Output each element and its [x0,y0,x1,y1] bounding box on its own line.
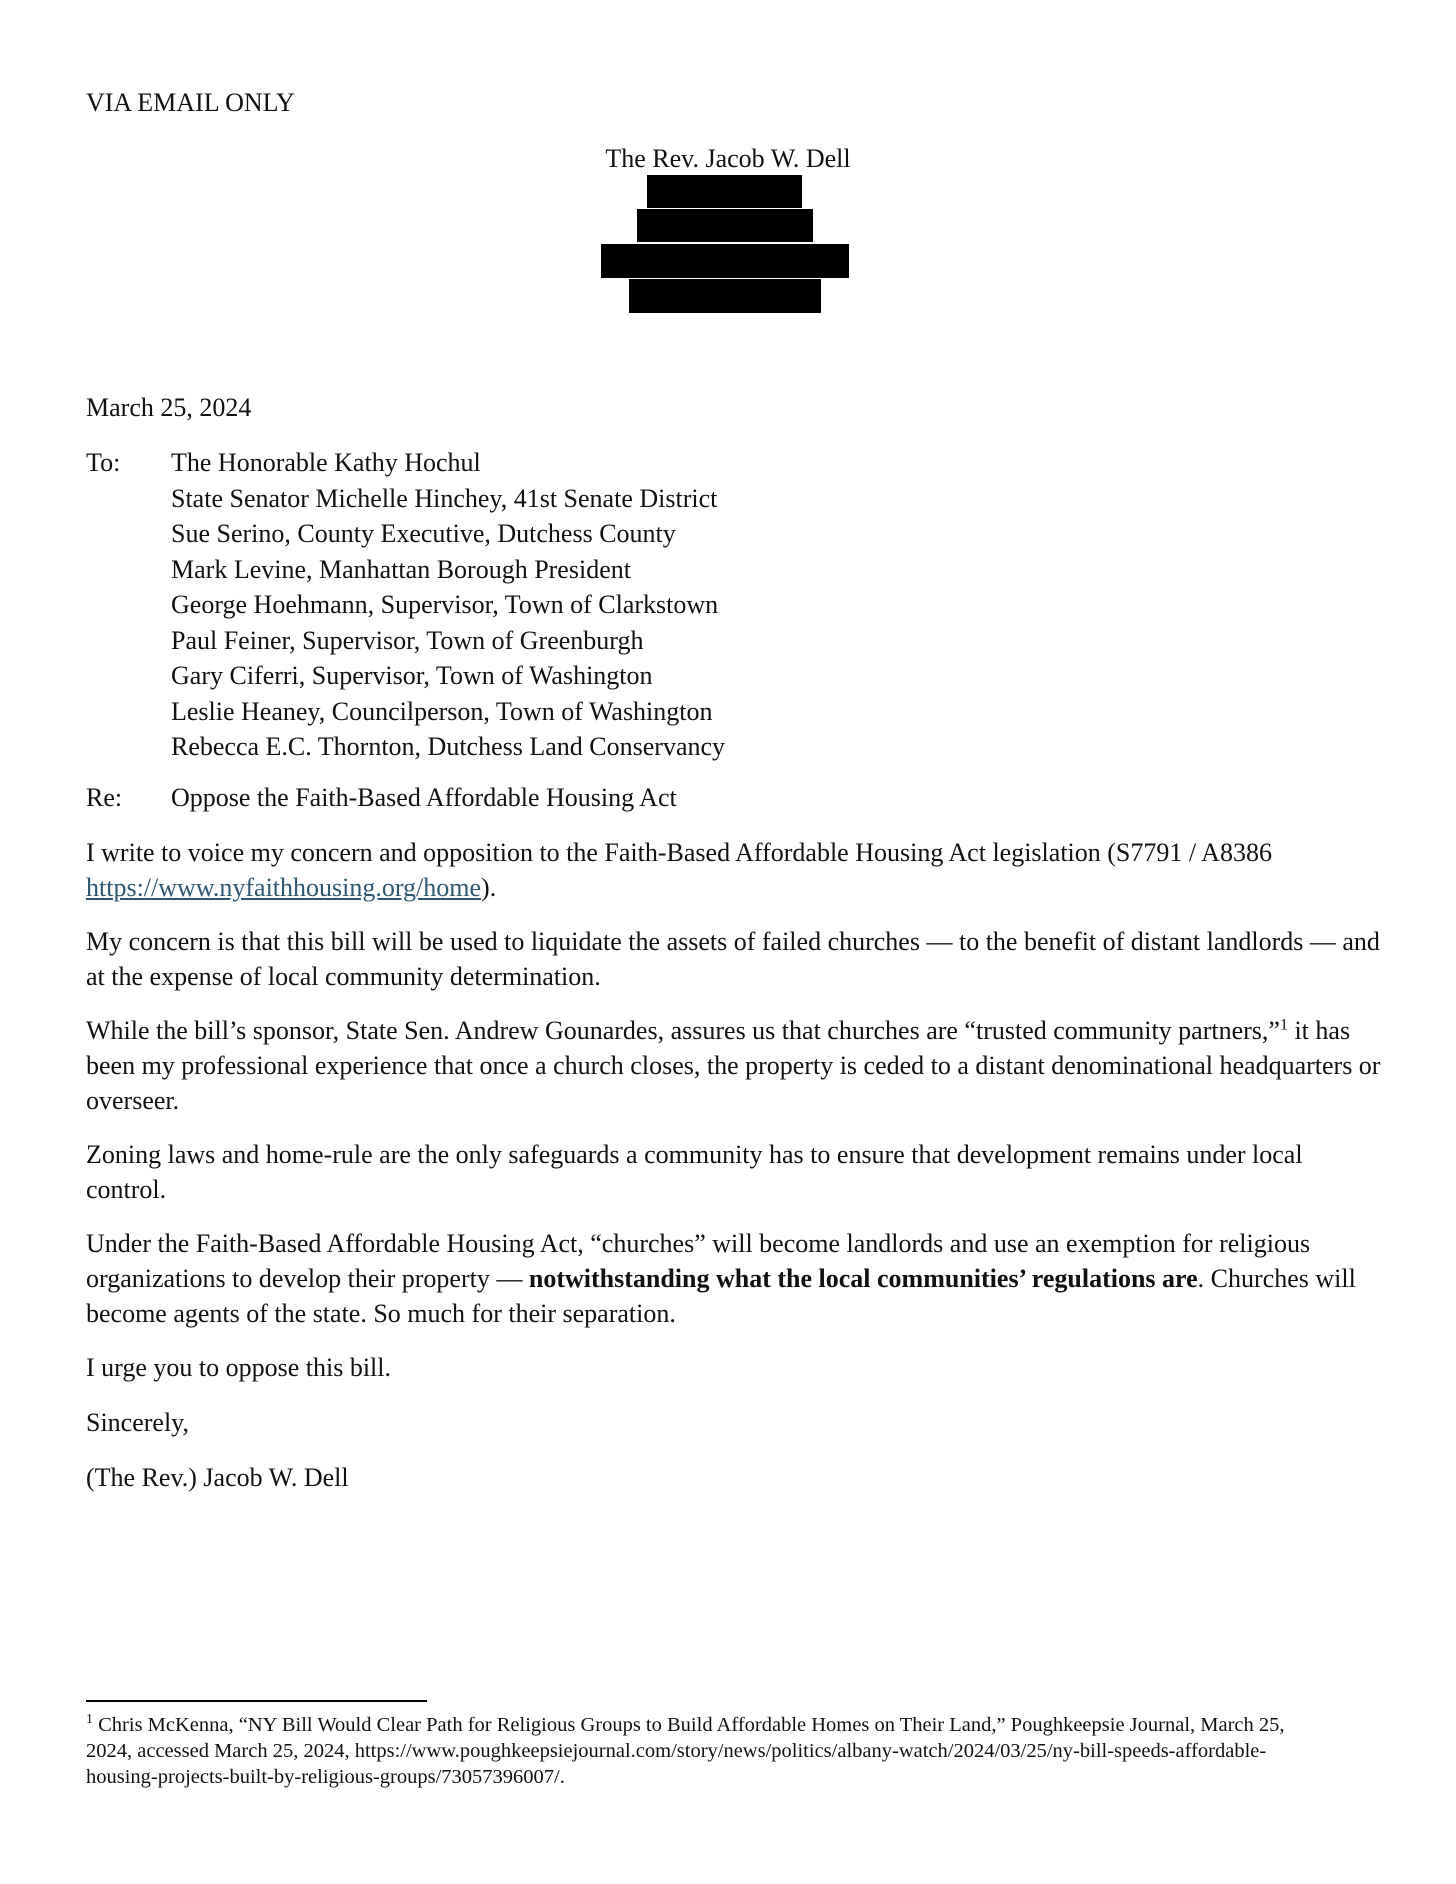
recipient: The Honorable Kathy Hochul [171,448,481,477]
footnote-divider [86,1700,427,1702]
paragraph-concern: My concern is that this bill will be used to liquidate the assets of failed churches — to the benefit of distant landlords — and at the expense of local community determination. [86,927,1380,991]
to-label: To: [86,448,121,477]
paragraph-text: Under the Faith-Based Affordable Housing Act, “churches” will become landlords and use an exemption for religious organizations to develop their property — [86,1229,1311,1293]
closing: Sincerely, [86,1408,189,1437]
footnote-reference[interactable]: 1 [1279,1016,1288,1034]
letter-date: March 25, 2024 [86,393,252,422]
redacted-address-line-2 [637,209,813,242]
recipient: Paul Feiner, Supervisor, Town of Greenburgh [171,625,644,655]
redacted-address-line-3 [601,244,849,278]
signature: (The Rev.) Jacob W. Dell [86,1463,349,1492]
paragraph-text: While the bill’s sponsor, State Sen. Andrew Gounardes, assures us that churches are “trusted community partners,” [86,1016,1280,1045]
recipient: State Senator Michelle Hinchey, 41st Senate District [171,483,718,513]
paragraph-text: ). [481,873,497,902]
emphasized-text: notwithstanding what the local communities’ regulations are [528,1264,1198,1293]
paragraph-text: I write to voice my concern and opposition to the Faith-Based Affordable Housing Act legislation (S7791 / A8386 [86,838,1272,867]
paragraph-opposition [86,835,1386,905]
paragraph-sponsor [86,1013,1386,1118]
redacted-address-line-1 [647,175,802,208]
paragraph-text: it has been my professional experience that once a church closes, the property is ceded to a distant denominational headquarters or overseer. [86,1016,1381,1115]
recipient: Gary Ciferri, Supervisor, Town of Washington [171,661,653,690]
recipient-list [171,445,725,765]
footnote-text: Chris McKenna, “NY Bill Would Clear Path for Religious Groups to Build Affordable Homes on Their Land,” Poughkeepsie Journal, March 25, 2024, accessed March 25, 2024, https://www.poughkeepsiejournal.com/story/news/politics/albany-watch/2024/03/25/ny-bill-speeds-affordable-housing-projects-built-by-religious-groups/73057396007/. [86,1714,1285,1788]
redacted-address-line-4 [629,279,821,313]
nyfaithhousing-link[interactable]: https://www.nyfaithhousing.org/home [86,873,482,902]
paragraph-exemption [86,1226,1386,1331]
footnote [86,1712,1306,1790]
recipient: Leslie Heaney, Councilperson, Town of Washington [171,696,713,726]
recipient: Rebecca E.C. Thornton, Dutchess Land Conservancy [171,732,726,761]
re-subject: Oppose the Faith-Based Affordable Housing Act [171,783,677,812]
paragraph-text: . Churches will become agents of the state. So much for their separation. [86,1264,1356,1328]
paragraph-urge: I urge you to oppose this bill. [86,1353,392,1382]
delivery-note: VIA EMAIL ONLY [86,88,295,117]
recipient: Mark Levine, Manhattan Borough President [171,554,631,584]
footnote-number: 1 [86,1712,93,1728]
re-label: Re: [86,783,123,812]
recipient: George Hoehmann, Supervisor, Town of Clarkstown [171,590,719,619]
paragraph-zoning: Zoning laws and home-rule are the only safeguards a community has to ensure that development remains under local control. [86,1140,1303,1204]
sender-name: The Rev. Jacob W. Dell [605,144,851,173]
recipient: Sue Serino, County Executive, Dutchess County [171,519,676,548]
